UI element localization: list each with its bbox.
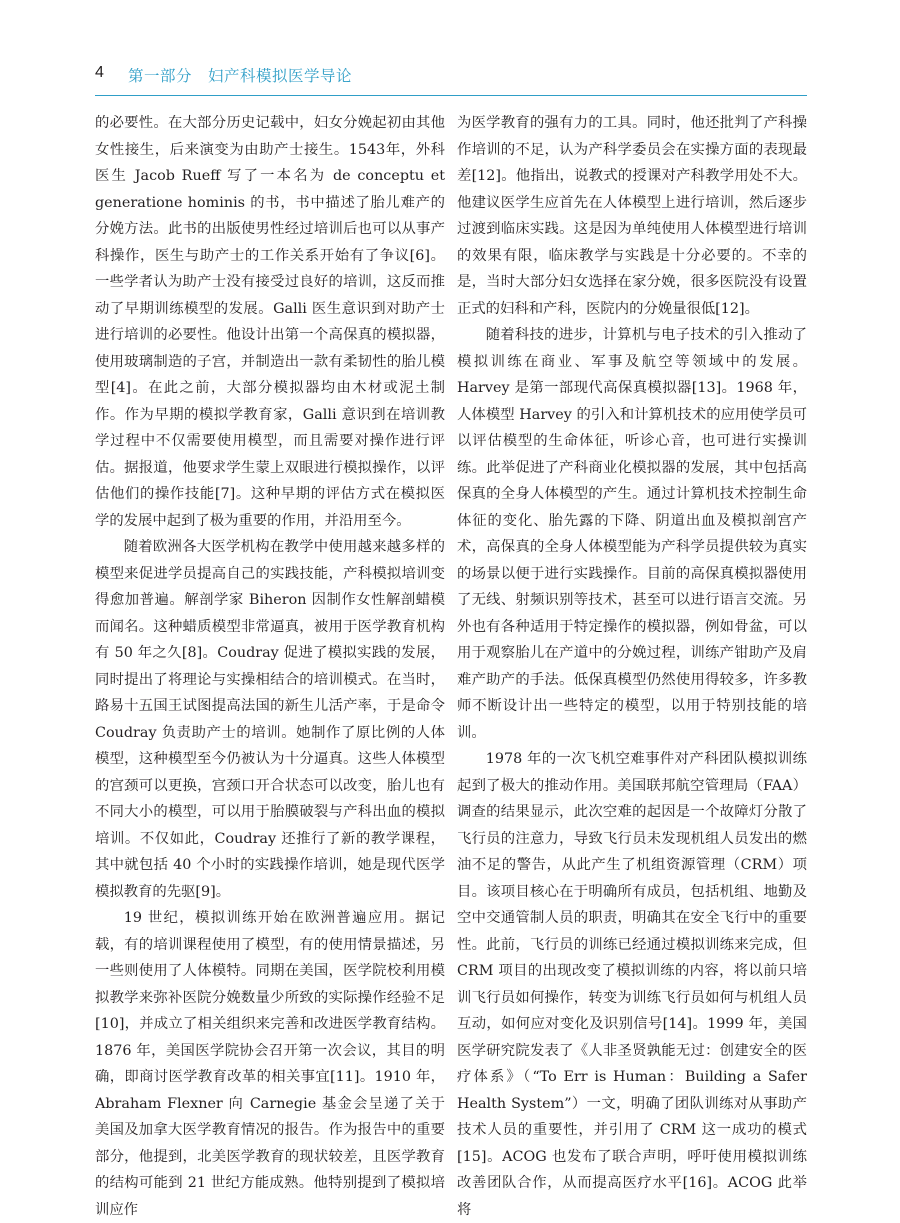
right-column — [457, 110, 807, 1223]
header-rule — [95, 95, 807, 96]
page-number: 4 — [95, 64, 104, 81]
page-header — [95, 64, 807, 88]
left-column — [95, 110, 445, 1223]
paragraph: 19 世纪，模拟训练开始在欧洲普遍应用。据记载，有的培训课程使用了模型，有的使用情景描述，另一些则使用了人体模特。同期在美国，医学院校利用模拟教学来弥补医院分娩数量少所致的实际操作经验不足[10]，并成立了相关组织来完善和改进医学教育结构。1876 年，美国医学院协会召开第一次会议，其目的明确，即商讨医学教育改革的相关事宜[11]。1910 年，Abraham Flexner 向 Carnegie 基金会呈递了关于美国及加拿大医学教育情况的报告。作为报告中的重要部分，他提到，北美医学教育的现状较差，且医学教育的结构可能到 21 世纪方能成熟。他特别提到了模拟培训应作 — [95, 910, 445, 1218]
paragraph: 1978 年的一次飞机空难事件对产科团队模拟训练起到了极大的推动作用。美国联邦航空管理局（FAA）调查的结果显示，此次空难的起因是一个故障灯分散了飞行员的注意力，导致飞行员未发现机组人员发出的燃油不足的警告，从此产生了机组资源管理（CRM）项目。该项目核心在于明确所有成员，包括机组、地勤及空中交通管制人员的职责，明确其在安全飞行中的重要性。此前，飞行员的训练已经通过模拟训练来完成，但 CRM 项目的出现改变了模拟训练的内容，将以前只培训飞行员如何操作，转变为训练飞行员如何与机组人员互动，如何应对变化及识别信号[14]。1999 年，美国医学研究院发表了《人非圣贤孰能无过：创建安全的医疗体系》（“To Err is Human：Building a Safer Health System”）一文，明确了团队训练对从事助产技术人员的重要性，并引用了 CRM 这一成功的模式[15]。ACOG 也发布了联合声明，呼吁使用模拟训练改善团队合作，从而提高医疗水平[16]。ACOG 此举将 — [457, 751, 807, 1218]
paragraph: 随着科技的进步，计算机与电子技术的引入推动了模拟训练在商业、军事及航空等领域中的发展。Harvey 是第一部现代高保真模拟器[13]。1968 年，人体模型 Harvey 的引入和计算机技术的应用使学员可以评估模型的生命体征，听诊心音，也可进行实操训练。此举促进了产科商业化模拟器的发展，其中包括高保真的全身人体模型的产生。通过计算机技术控制生命体征的变化、胎先露的下降、阴道出血及模拟剖宫产术，高保真的全身人体模型能为产科学员提供较为真实的场景以便于进行实践操作。目前的高保真模拟器使用了无线、射频识别等技术，甚至可以进行语言交流。另外也有各种适用于特定操作的模拟器，例如骨盆，可以用于观察胎儿在产道中的分娩过程，训练产钳助产及肩难产助产的手法。低保真模型仍然使用得较多，许多教师不断设计出一些特定的模型，以用于特别技能的培训。 — [457, 327, 807, 741]
paragraph: 为医学教育的强有力的工具。同时，他还批判了产科操作培训的不足，认为产科学委员会在实操方面的表现最差[12]。他指出，说教式的授课对产科教学用处不大。他建议医学生应首先在人体模型上进行培训，然后逐步过渡到临床实践。这是因为单纯使用人体模型进行培训的效果有限，临床教学与实践是十分必要的。不幸的是，当时大部分妇女选择在家分娩，很多医院没有设置正式的妇科和产科，医院内的分娩量很低[12]。 — [457, 115, 807, 317]
running-title: 第一部分 妇产科模拟医学导论 — [128, 67, 353, 85]
paragraph: 的必要性。在大部分历史记载中，妇女分娩起初由其他女性接生，后来演变为由助产士接生。1543年，外科医生 Jacob Rueff 写了一本名为 de conceptu et generatione hominis 的书，书中描述了胎儿难产的分娩方法。此书的出版使男性经过培训后也可以从事产科操作，医生与助产士的工作关系开始有了争议[6]。一些学者认为助产士没有接受过良好的培训，这反而推动了早期训练模型的发展。Galli 医生意识到对助产士进行培训的必要性。他设计出第一个高保真的模拟器，使用玻璃制造的子宫，并制造出一款有柔韧性的胎儿模型[4]。在此之前，大部分模拟器均由木材或泥土制作。作为早期的模拟学教育家，Galli 意识到在培训教学过程中不仅需要使用模型，而且需要对操作进行评估。据报道，他要求学生蒙上双眼进行模拟操作，以评估他们的操作技能[7]。这种早期的评估方式在模拟医学的发展中起到了极为重要的作用，并沿用至今。 — [95, 115, 445, 529]
paragraph: 随着欧洲各大医学机构在教学中使用越来越多样的模型来促进学员提高自己的实践技能，产科模拟培训变得愈加普遍。解剖学家 Biheron 因制作女性解剖蜡模而闻名。这种蜡质模型非常逼真，被用于医学教育机构有 50 年之久[8]。Coudray 促进了模拟实践的发展，同时提出了将理论与实操相结合的培训模式。在当时，路易十五国王试图提高法国的新生儿活产率，于是命令 Coudray 负责助产士的培训。她制作了原比例的人体模型，这种模型至今仍被认为十分逼真。这些人体模型的宫颈可以更换，宫颈口开合状态可以改变，胎儿也有不同大小的模型，可以用于胎膜破裂与产科出血的模拟培训。不仅如此，Coudray 还推行了新的教学课程，其中就包括 40 个小时的实践操作培训，她是现代医学模拟教育的先驱[9]。 — [95, 539, 445, 900]
